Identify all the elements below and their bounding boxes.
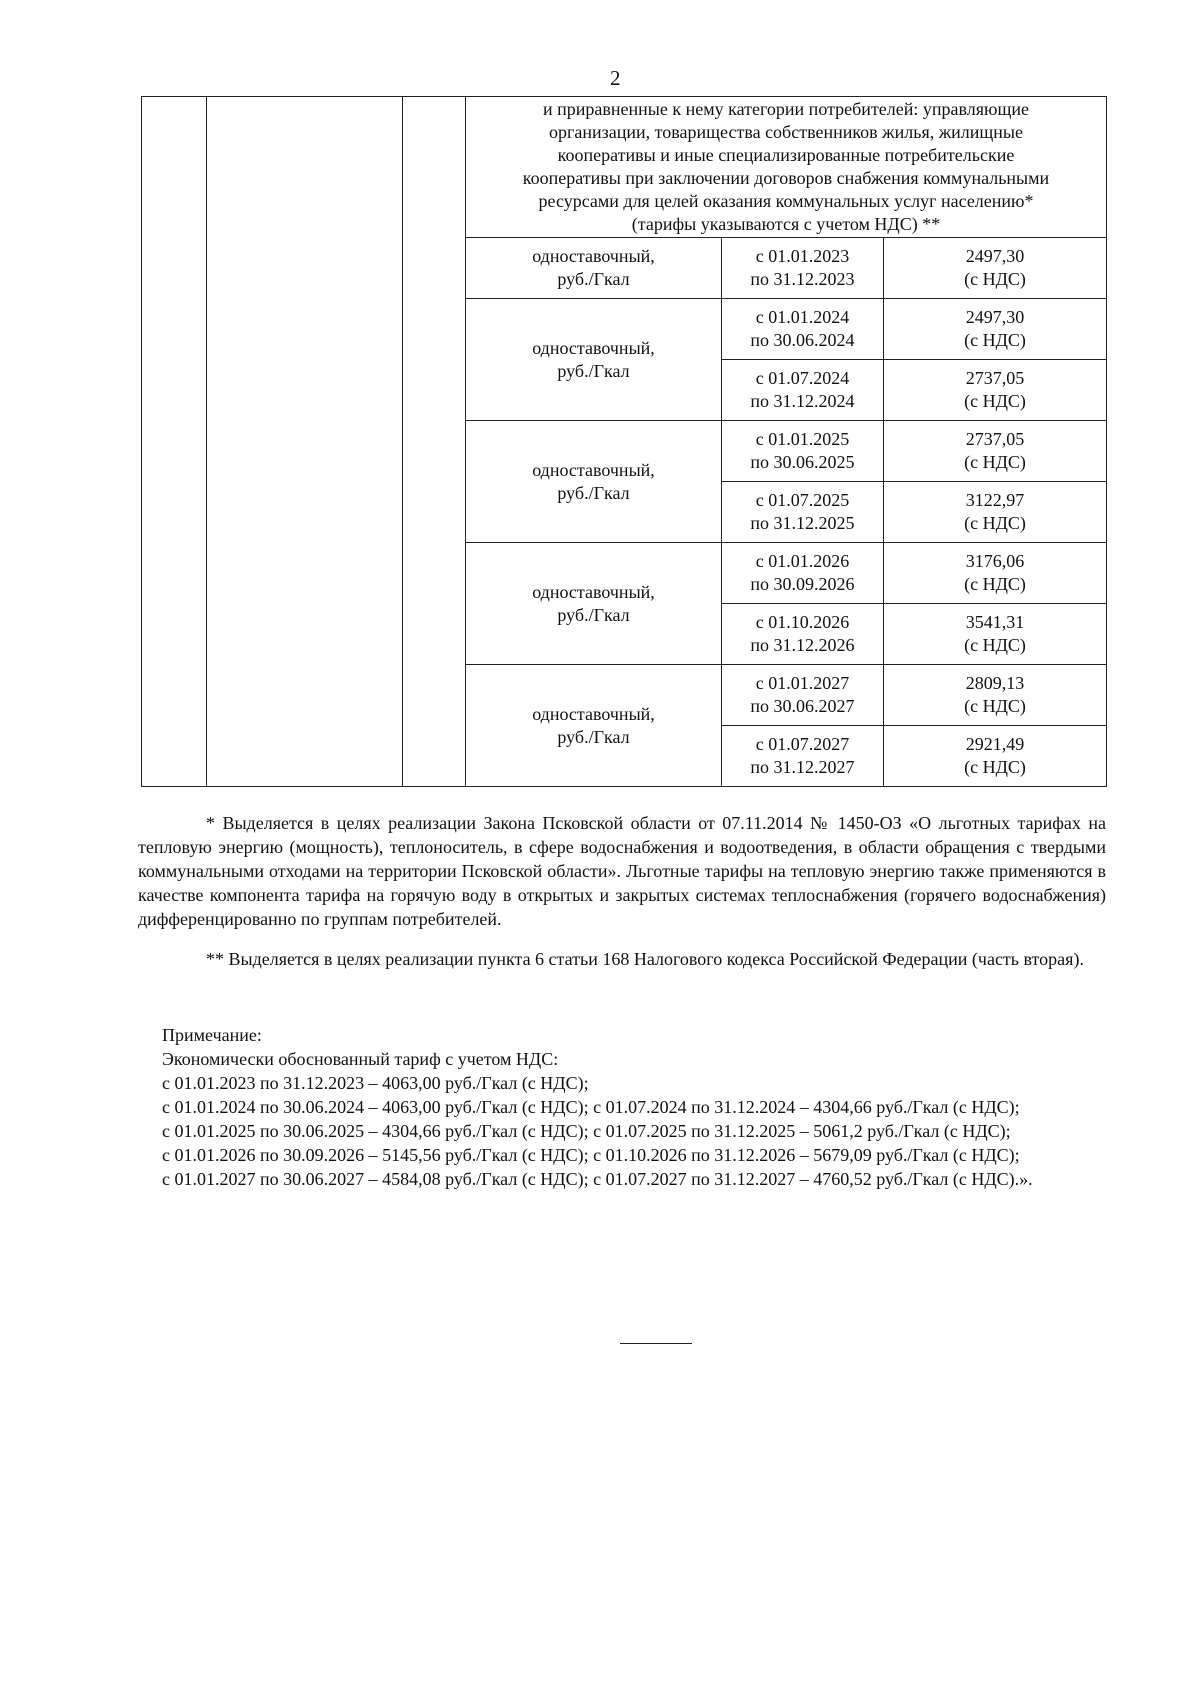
header-line: и приравненные к нему категории потребителей: управляющие — [543, 99, 1029, 119]
period-cell: с 01.10.2026 по 31.12.2026 — [722, 604, 884, 665]
tariff-value-cell: 2809,13 (с НДС) — [884, 665, 1107, 726]
header-line: организации, товарищества собственников жилья, жилищные — [549, 122, 1023, 142]
header-line: (тарифы указываются с учетом НДС) ** — [631, 214, 941, 234]
notes-heading: Примечание: — [162, 1025, 262, 1045]
rate-type-cell: одноставочный, руб./Гкал — [466, 543, 722, 665]
rate-type-cell: одноставочный, руб./Гкал — [466, 238, 722, 299]
period-cell: с 01.01.2023 по 31.12.2023 — [722, 238, 884, 299]
notes — [138, 1023, 1106, 1191]
tariff-value-cell: 3176,06 (с НДС) — [884, 543, 1107, 604]
tariff-value-cell: 3122,97 (с НДС) — [884, 482, 1107, 543]
note-line: с 01.01.2027 по 30.06.2027 – 4584,08 руб./Гкал (с НДС); с 01.07.2027 по 31.12.2027 – 4760,52 руб./Гкал (с НДС).». — [162, 1169, 1033, 1189]
end-divider — [620, 1343, 692, 1344]
blank-column-3 — [403, 97, 466, 787]
period-cell: с 01.01.2026 по 30.09.2026 — [722, 543, 884, 604]
header-line: кооперативы при заключении договоров снабжения коммунальными — [522, 168, 1050, 188]
rate-type-cell: одноставочный, руб./Гкал — [466, 299, 722, 421]
notes-subheading: Экономически обоснованный тариф с учетом НДС: — [162, 1049, 559, 1069]
period-cell: с 01.07.2024 по 31.12.2024 — [722, 360, 884, 421]
header-line: ресурсами для целей оказания коммунальных услуг населению* — [538, 191, 1034, 211]
period-cell: с 01.01.2024 по 30.06.2024 — [722, 299, 884, 360]
note-line: с 01.01.2024 по 30.06.2024 – 4063,00 руб./Гкал (с НДС); с 01.07.2024 по 31.12.2024 – 4304,66 руб./Гкал (с НДС); — [162, 1097, 1020, 1117]
period-cell: с 01.07.2025 по 31.12.2025 — [722, 482, 884, 543]
period-cell: с 01.07.2027 по 31.12.2027 — [722, 726, 884, 787]
consumer-category-header — [466, 97, 1107, 238]
tariff-value-cell: 2497,30 (с НДС) — [884, 299, 1107, 360]
tariff-value-cell: 2921,49 (с НДС) — [884, 726, 1107, 787]
tariff-value-cell: 2737,05 (с НДС) — [884, 360, 1107, 421]
period-cell: с 01.01.2027 по 30.06.2027 — [722, 665, 884, 726]
blank-column-2 — [207, 97, 403, 787]
tariff-value-cell: 2497,30 (с НДС) — [884, 238, 1107, 299]
note-line: с 01.01.2025 по 30.06.2025 – 4304,66 руб./Гкал (с НДС); с 01.07.2025 по 31.12.2025 – 5061,2 руб./Гкал (с НДС); — [162, 1121, 1011, 1141]
page-number: 2 — [610, 66, 621, 90]
tariff-table — [141, 96, 1107, 787]
note-line: с 01.01.2023 по 31.12.2023 – 4063,00 руб./Гкал (с НДС); — [162, 1073, 589, 1093]
period-cell: с 01.01.2025 по 30.06.2025 — [722, 421, 884, 482]
footnote-single-star: * Выделяется в целях реализации Закона Псковской области от 07.11.2014 № 1450-ОЗ «О льготных тарифах на тепловую энергию (мощность), теплоноситель, в сфере водоснабжения и водоотведения, в области обращения с твердыми коммунальными отходами на территории Псковской области». Льготные тарифы на тепловую энергию также применяются в качестве компонента тарифа на горячую воду в открытых и закрытых системах теплоснабжения (горячего водоснабжения) дифференцированно по группам потребителей. — [138, 813, 1106, 929]
note-line: с 01.01.2026 по 30.09.2026 – 5145,56 руб./Гкал (с НДС); с 01.10.2026 по 31.12.2026 – 5679,09 руб./Гкал (с НДС); — [162, 1145, 1020, 1165]
rate-type-cell: одноставочный, руб./Гкал — [466, 665, 722, 787]
blank-column-1 — [142, 97, 207, 787]
header-line: кооперативы и иные специализированные потребительские — [557, 145, 1015, 165]
tariff-value-cell: 3541,31 (с НДС) — [884, 604, 1107, 665]
footnote-double-star: ** Выделяется в целях реализации пункта 6 статьи 168 Налогового кодекса Российской Федерации (часть вторая). — [206, 949, 1084, 969]
footnotes — [138, 811, 1106, 971]
rate-type-cell: одноставочный, руб./Гкал — [466, 421, 722, 543]
tariff-value-cell: 2737,05 (с НДС) — [884, 421, 1107, 482]
